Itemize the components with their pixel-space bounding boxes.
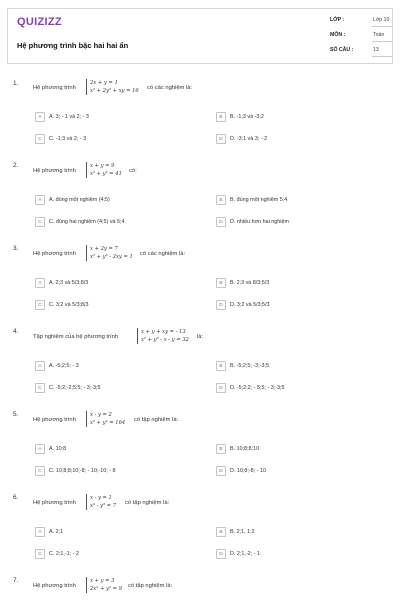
question-number: 2. (13, 162, 19, 169)
meta-count-value: 13 (373, 47, 379, 53)
question-text-end: là: (197, 334, 204, 340)
equation: x³ - y³ = 7 (90, 503, 117, 509)
equation: x + 2y = 7 (90, 246, 118, 252)
meta-underline (372, 26, 392, 27)
equation: x + y = 3 (90, 578, 115, 584)
question-text: Hệ phương trình (33, 417, 76, 423)
question-number: 1. (13, 80, 19, 87)
question-text: Hệ phương trình (33, 251, 76, 257)
question-text: Hệ phương trình (33, 500, 76, 506)
meta-class-label: LỚP : (330, 17, 345, 23)
question-text: Hệ phương trình (33, 583, 76, 589)
equation: x - y = 2 (90, 412, 112, 418)
equation: 2x + y = 1 (90, 80, 118, 86)
equation: x + y + xy = - 13 (141, 329, 186, 335)
equation: x² + y² = 164 (90, 420, 126, 426)
equation: x - y = 1 (90, 495, 112, 501)
meta-underline (372, 41, 392, 42)
quizizz-logo: QUIZIZZ (17, 16, 62, 28)
question-text-end: có các nghiệm là: (147, 85, 193, 91)
meta-count-label: SỐ CÂU : (330, 47, 354, 53)
meta-class-value: Lớp 10 (373, 17, 390, 23)
question-text: Hệ phương trình (33, 85, 76, 91)
equation-system (86, 411, 125, 427)
equation-system (86, 245, 133, 261)
meta-subject-value: Toán (373, 32, 385, 38)
equation: x² + y² = 41 (90, 171, 122, 177)
equation-system (86, 577, 122, 593)
page-title: Hệ phương trình bậc hai hai ẩn (17, 41, 129, 50)
question-text-end: có tập nghiệm là: (134, 417, 179, 423)
meta-subject-label: MÔN : (330, 32, 346, 38)
question-number: 4. (13, 328, 19, 335)
question-text-end: có tập nghiệm là: (128, 583, 173, 589)
equation: x² + y² - 2xy = 1 (90, 254, 133, 260)
question-text-end: có các nghiệm là: (140, 251, 186, 257)
equation-system (86, 162, 122, 178)
question-text-end: có: (129, 168, 137, 174)
worksheet-page: QUIZIZZ Hệ phương trình bậc hai hai ẩn LỚP : Lớp 10 MÔN : Toán SỐ CÂU : 13 1. Hệ phương trình 2x + y = 1 x² + 2y² + xy = 16 có các nghiệm là: A A. 3; - 1 và 2; - 3 B B. -1;3 và -3;2 C C. -1;3 và 2; - 3 D D. -3;1 và 3; - 2 2. Hệ phương trình x + y = 9 x² + y² = 41 có: A A. đúng một nghiệm (4;5) B B. đúng một nghiệm 5;4 C C. đúng hai nghiệm (4;5) và 5;4 D D. nhiều hơn hai nghiệm 3. Hệ phương trình x + 2y = 7 x² + y² - 2xy = 1 có các nghiệm là: A A. 2;3 và 5/3;8/3 B B. 2;3 và 8/3;5/3 C C. 3;2 và 5/3;8/3 D D. 3;2 và 5/3;5/3 4. Tập nghiệm của hệ phương trình x + y + xy = - 13 x² + y² - x - y = 32 là: A A. -5;2;5; - 3 B B. -5;2;5; -3;-3;5 C C. -5;2;-2;5;5; - 3;-3;5 D D. -5;2;2; - 5;5; - 3;-3;5 5. Hệ phương trình x - y = 2 x² + y² = 164 có tập nghiệm là: A A. 10;8 B B. 10;8;8;10 C C. 10;8;8;10;-8; - 10;-10; - 8 D D. 10;8;-8; - 10 6. Hệ phương trình x - y = 1 x³ - y³ = 7 có tập nghiệm là: A A. 2;1 B B. 2;1, 1;2 C C. 2;1,-1; - 2 D D. 2;1,-2; - 1 7. Hệ phương trình x + y = 3 2x² + y² = 9 có tập nghiệm là: (0, 0, 400, 600)
question-text: Hệ phương trình (33, 168, 76, 174)
equation-system (137, 328, 189, 344)
question-number: 3. (13, 245, 19, 252)
question-number: 5. (13, 411, 19, 418)
worksheet-header (7, 8, 393, 64)
question-number: 7. (13, 577, 19, 584)
question-text: Tập nghiệm của hệ phương trình (33, 334, 119, 340)
equation: 2x² + y² = 9 (90, 586, 122, 592)
equation: x² + 2y² + xy = 16 (90, 88, 139, 94)
equation: x + y = 9 (90, 163, 115, 169)
equation: x² + y² - x - y = 32 (141, 337, 189, 343)
question-text-end: có tập nghiệm là: (125, 500, 170, 506)
equation-system (86, 494, 116, 510)
meta-underline (372, 56, 392, 57)
equation-system (86, 79, 139, 95)
question-number: 6. (13, 494, 19, 501)
